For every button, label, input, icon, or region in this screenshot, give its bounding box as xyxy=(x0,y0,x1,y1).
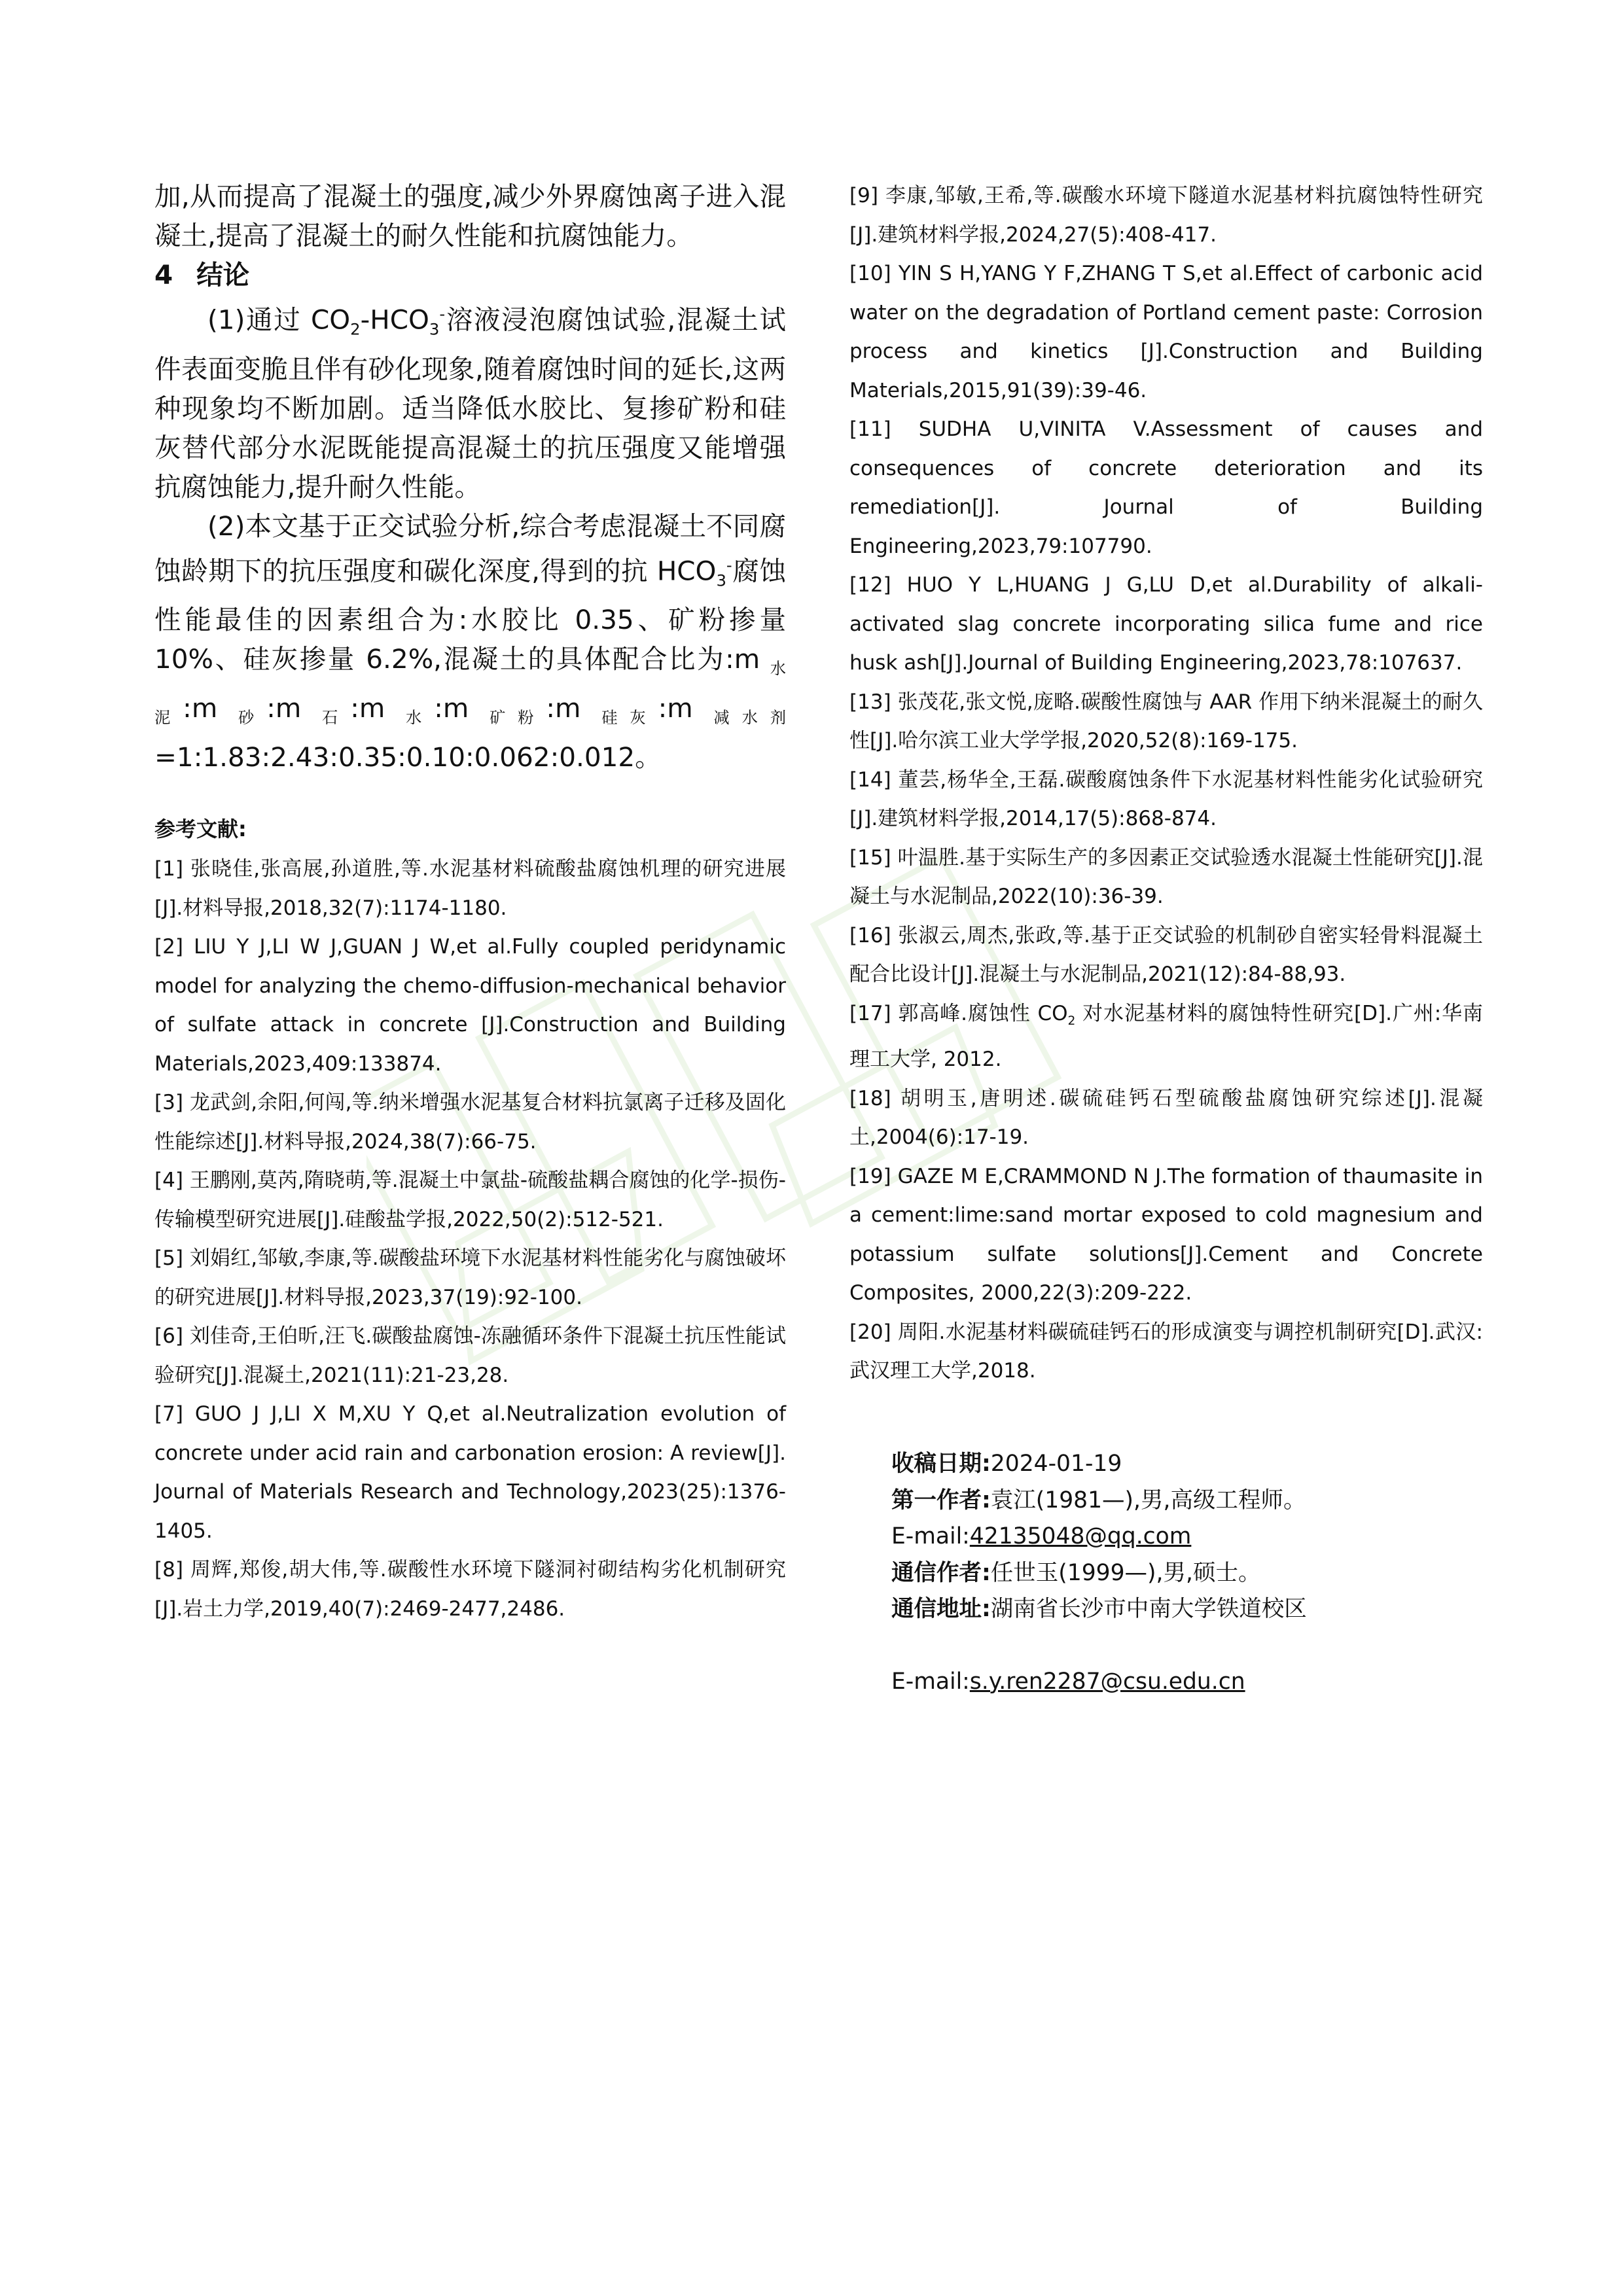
email2-link[interactable]: s.y.ren2287@csu.edu.cn xyxy=(969,1668,1245,1695)
right-column xyxy=(849,177,1483,1391)
references-title: 参考文献: xyxy=(154,817,247,842)
received-value: 2024-01-19 xyxy=(990,1451,1122,1477)
corresponding-author xyxy=(891,1555,1480,1592)
email2-label: E-mail: xyxy=(891,1668,970,1695)
reference-item: [2] LIU Y J,LI W J,GUAN J W,et al.Fully coupled peridynamic model for analyzing the chemo-diffusion-mechanical behavior of sulfate attack in concrete [J].Construction and Building Materials,2023,409:133874. xyxy=(154,935,786,1076)
mix-sub-sand: 砂 xyxy=(238,708,267,728)
conclusion-1-rest: 溶液浸泡腐蚀试验,混凝土试件表面变脆且伴有砂化现象,随着腐蚀时间的延长,这两种现象均不断加剧。适当降低水胶比、复掺矿粉和硅灰替代部分水泥既能提高混凝土的抗压强度又能增强抗腐蚀能力,提升耐久性能。 xyxy=(154,304,786,503)
mix-sand: :m xyxy=(183,692,239,724)
conclusion-1-sub: 2 xyxy=(350,319,361,339)
section-number: 4 xyxy=(154,259,173,291)
email1-link[interactable]: 42135048@qq.com xyxy=(969,1523,1192,1549)
reference-item: [7] GUO J J,LI X M,XU Y Q,et al.Neutralization evolution of concrete under acid rain and carbonation erosion: A review[J]. Journal of Materials Research and Technology,2023(25):1376-1405. xyxy=(154,1402,786,1543)
reference-item: [16] 张淑云,周杰,张政,等.基于正交试验的机制砂自密实轻骨料混凝土配合比设计[J].混凝土与水泥制品,2021(12):84-88,93. xyxy=(849,923,1483,986)
address-value: 湖南省长沙市中南大学铁道校区 xyxy=(990,1596,1307,1622)
mix-stone: :m xyxy=(266,692,323,724)
mailing-address xyxy=(891,1591,1480,1628)
ref17-sub: 2 xyxy=(1067,1014,1076,1028)
reference-item: [20] 周阳.水泥基材料碳硫硅钙石的形成演变与调控机制研究[D].武汉:武汉理工大学,2018. xyxy=(849,1320,1483,1383)
corresponding-value: 任世玉(1999—),男,硕士。 xyxy=(990,1559,1261,1586)
mix-slag: :m xyxy=(434,692,490,724)
reference-item: [4] 王鹏刚,莫芮,隋晓萌,等.混凝土中氯盐-硫酸盐耦合腐蚀的化学-损伤-传输模型研究进展[J].硅酸盐学报,2022,50(2):512-521. xyxy=(154,1169,786,1231)
reference-item: [5] 刘娟红,邹敏,李康,等.碳酸盐环境下水泥基材料性能劣化与腐蚀破坏的研究进展[J].材料导报,2023,37(19):92-100. xyxy=(154,1246,786,1309)
reference-item: [3] 龙武剑,余阳,何闯,等.纳米增强水泥基复合材料抗氯离子迁移及固化性能综述[J].材料导报,2024,38(7):66-75. xyxy=(154,1091,786,1154)
mix-sub-slag: 矿粉 xyxy=(490,708,546,728)
mix-reducer: :m xyxy=(658,692,714,724)
conclusion-2-prefix: (2)本文基于正交试验分析,综合考虑混凝土不同腐蚀龄期下的抗压强度和碳化深度,得到的抗 HCO xyxy=(154,510,786,587)
reference-item: [13] 张茂花,张文悦,庞略.碳酸性腐蚀与 AAR 作用下纳米混凝土的耐久性[J].哈尔滨工业大学学报,2020,52(8):169-175. xyxy=(849,690,1483,752)
reference-item: [15] 叶温胜.基于实际生产的多因素正交试验透水混凝土性能研究[J].混凝土与水泥制品,2022(10):36-39. xyxy=(849,845,1483,908)
conclusion-2 xyxy=(154,506,786,777)
first-author xyxy=(891,1483,1480,1519)
mix-silica: :m xyxy=(546,692,602,724)
mix-ratio: =1:1.83:2.43:0.35:0.10:0.062:0.012。 xyxy=(154,741,662,773)
section-title: 结论 xyxy=(196,259,250,291)
reference-item: [9] 李康,邹敏,王希,等.碳酸水环境下隧道水泥基材料抗腐蚀特性研究[J].建筑材料学报,2024,27(5):408-417. xyxy=(849,184,1483,247)
email1-label: E-mail: xyxy=(891,1523,970,1549)
reference-item: [14] 董芸,杨华全,王磊.碳酸腐蚀条件下水泥基材料性能劣化试验研究[J].建筑材料学报,2014,17(5):868-874. xyxy=(849,768,1483,830)
conclusion-1-sup: - xyxy=(439,304,446,323)
mix-sub-water: 水 xyxy=(406,708,435,728)
reference-list-left xyxy=(154,850,786,1629)
conclusion-2-sup: - xyxy=(726,555,732,574)
reference-item-17 xyxy=(849,995,1483,1080)
section-heading xyxy=(154,255,786,294)
reference-item: [8] 周辉,郑俊,胡大伟,等.碳酸性水环境下隧洞衬砌结构劣化机制研究[J].岩土力学,2019,40(7):2469-2477,2486. xyxy=(154,1558,786,1621)
mix-sub-silica: 硅灰 xyxy=(601,708,658,728)
conclusion-1-mid: -HCO xyxy=(360,304,429,336)
reference-item: [18] 胡明玉,唐明述.碳硫硅钙石型硫酸盐腐蚀研究综述[J].混凝土,2004(6):17-19. xyxy=(849,1086,1483,1150)
conclusion-2-sub: 3 xyxy=(716,571,726,590)
mix-water: :m xyxy=(350,692,406,724)
email-1 xyxy=(891,1519,1480,1555)
mix-sub-stone: 石 xyxy=(322,708,351,728)
address-label: 通信地址: xyxy=(891,1596,991,1622)
mix-sub-reducer: 减水剂 xyxy=(713,708,787,728)
conclusion-1 xyxy=(154,294,786,506)
conclusion-1-prefix: (1)通过 CO xyxy=(207,304,351,336)
ref17-prefix: [17] 郭高峰.腐蚀性 CO xyxy=(849,1001,1068,1025)
received-date xyxy=(891,1446,1480,1483)
reference-item: [12] HUO Y L,HUANG J G,LU D,et al.Durability of alkali-activated slag concrete incorporating silica fume and rice husk ash[J].Journal of Building Engineering,2023,78:107637. xyxy=(849,573,1483,675)
reference-item: [11] SUDHA U,VINITA V.Assessment of causes and consequences of concrete deterioration and its remediation[J]. Journal of Building Engineering,2023,79:107790. xyxy=(849,417,1483,558)
first-author-label: 第一作者: xyxy=(891,1487,991,1513)
reference-item: [6] 刘佳奇,王伯昕,汪飞.碳酸盐腐蚀-冻融循环条件下混凝土抗压性能试验研究[J].混凝土,2021(11):21-23,28. xyxy=(154,1324,786,1387)
reference-item: [10] YIN S H,YANG Y F,ZHANG T S,et al.Effect of carbonic acid water on the degradation of Portland cement paste: Corrosion process and kinetics [J].Construction and Building Materials,2015,91(39):39-46. xyxy=(849,262,1483,402)
reference-item: [1] 张晓佳,张高展,孙道胜,等.水泥基材料硫酸盐腐蚀机理的研究进展[J].材料导报,2018,32(7):1174-1180. xyxy=(154,857,786,920)
article-info xyxy=(891,1446,1480,1700)
left-column xyxy=(154,177,786,1629)
ref17-rest: 对水泥基材料的腐蚀特性研究[D].广州:华南理工大学, 2012. xyxy=(849,1001,1483,1072)
conclusion-2-rest: 腐蚀性能最佳的因素组合为:水胶比 0.35、矿粉掺量 10%、硅灰掺量 6.2%,混凝土的具体配合比为:m xyxy=(154,555,787,675)
intro-paragraph: 加,从而提高了混凝土的强度,减少外界腐蚀离子进入混凝土,提高了混凝土的耐久性能和抗腐蚀能力。 xyxy=(154,181,786,251)
received-label: 收稿日期: xyxy=(891,1451,991,1477)
first-author-value: 袁江(1981—),男,高级工程师。 xyxy=(990,1487,1306,1513)
reference-item: [19] GAZE M E,CRAMMOND N J.The formation of thaumasite in a cement:lime:sand mortar exposed to cold magnesium and potassium sulfate solutions[J].Cement and Concrete Composites, 2000,22(3):209-222. xyxy=(849,1164,1483,1305)
mix-sub-cement: 水泥 xyxy=(154,659,786,728)
corresponding-label: 通信作者: xyxy=(891,1559,991,1586)
email-2 xyxy=(891,1664,1480,1701)
conclusion-1-sub3: 3 xyxy=(429,319,440,339)
